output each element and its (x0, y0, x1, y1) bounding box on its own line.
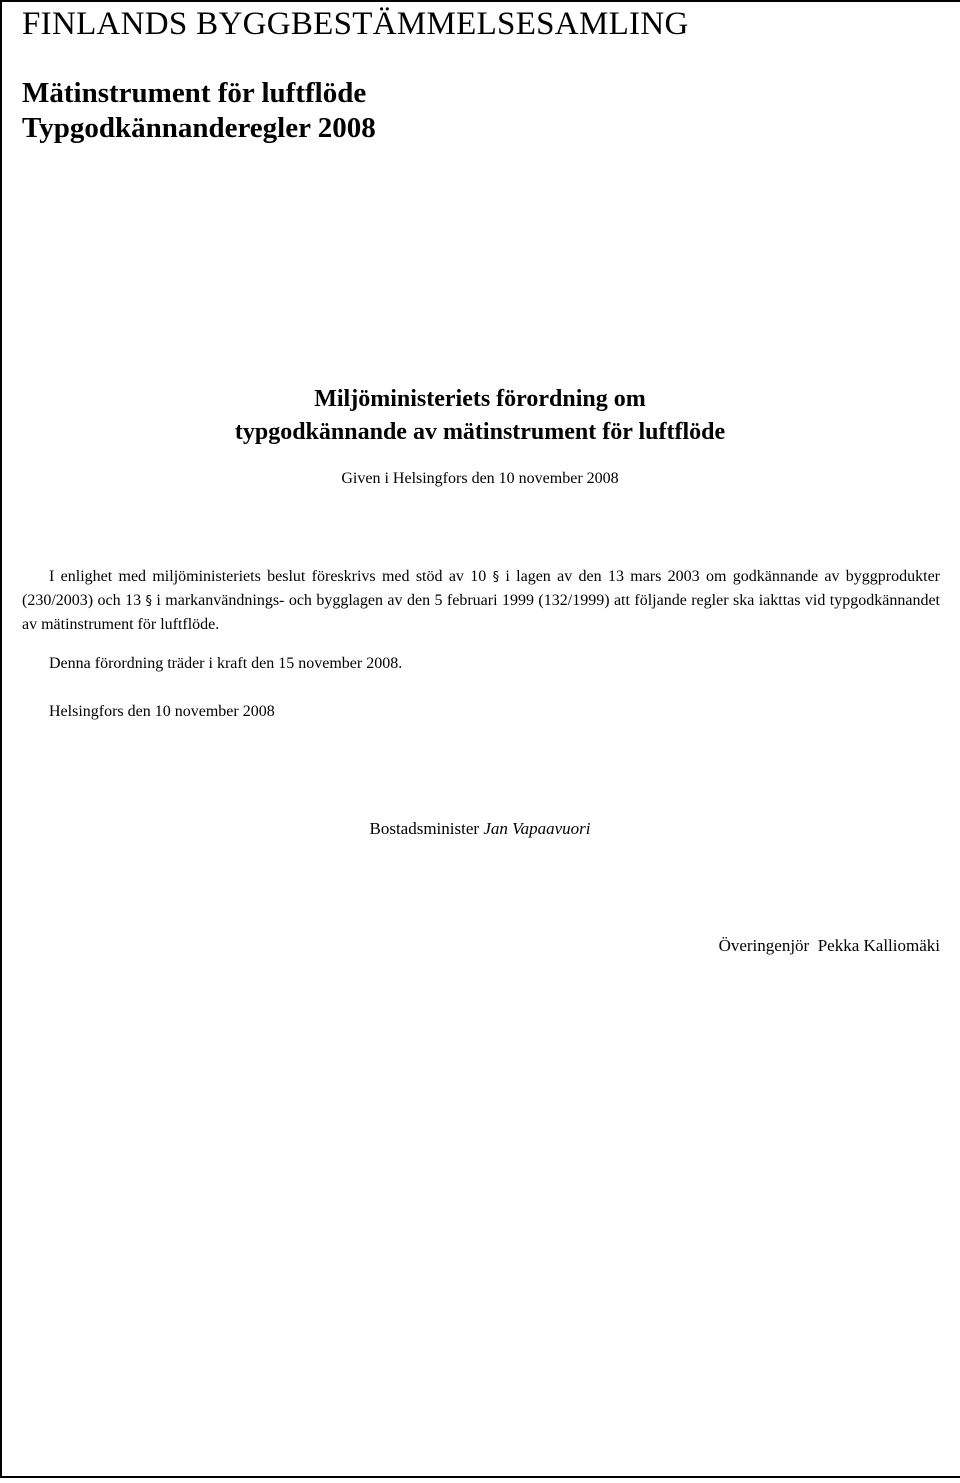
preamble-paragraph (22, 565, 940, 636)
minister-signature (0, 819, 960, 839)
decree-title-line-2: typgodkännande av mätinstrument för luftflöde (234, 419, 726, 445)
decree-title-line-1: Miljöministeriets förordning om (314, 386, 646, 412)
preamble-part-2: i lagen av den 13 mars 2003 om godkännande av byggprodukter (230/2003) och 13 (22, 568, 941, 609)
official-name: Pekka Kalliomäki (817, 936, 940, 955)
document-title (22, 76, 376, 146)
decree-title (0, 383, 960, 449)
bottom-border-rule (0, 1476, 960, 1478)
top-border-rule (0, 0, 960, 2)
given-date: Given i Helsingfors den 10 november 2008 (341, 470, 619, 487)
section-sign: § (492, 570, 500, 585)
entry-into-force-text: Denna förordning träder i kraft den 15 november 2008. (49, 655, 403, 672)
preamble-part-1: I enlighet med miljöministeriets beslut föreskrivs med stöd av 10 (49, 568, 493, 585)
preamble-part-3: i markanvändnings- och bygglagen av den 5 februari 1999 (132/1999) att följande regler ska iakttas vid typgodkännandet av mätinstrument för luftflöde. (22, 592, 940, 633)
left-border-rule (0, 0, 2, 1478)
minister-title: Bostadsminister (369, 819, 480, 838)
official-title: Överingenjör (718, 936, 810, 955)
document-title-line-2: Typgodkännanderegler 2008 (22, 112, 376, 144)
minister-name: Jan Vapaavuori (483, 819, 591, 838)
series-title: FINLANDS BYGGBESTÄMMELSESAMLING (22, 6, 689, 42)
place-date-text: Helsingfors den 10 november 2008 (49, 703, 275, 720)
section-sign: § (145, 594, 152, 609)
official-signature (719, 936, 940, 956)
document-title-line-1: Mätinstrument för luftflöde (22, 77, 367, 109)
